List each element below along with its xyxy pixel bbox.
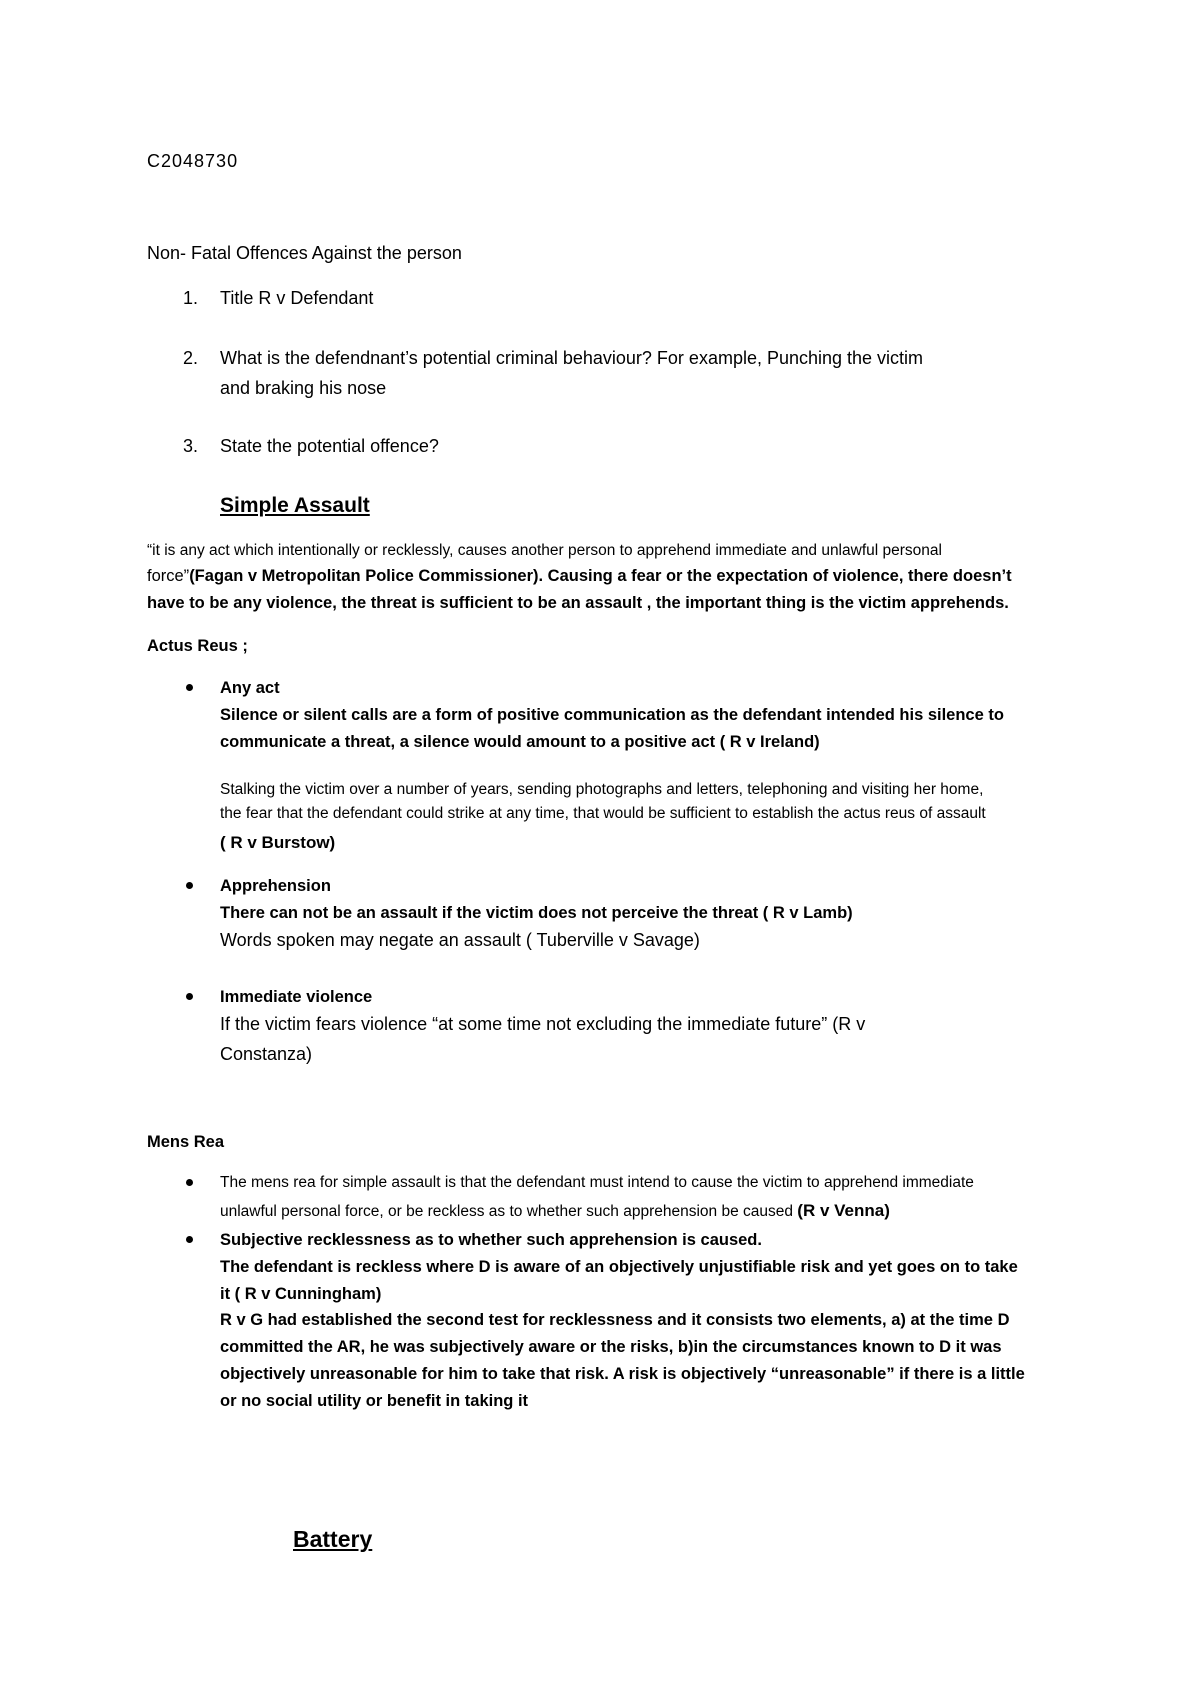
bullet-text-span: unlawful personal force, or be reckless as to whether such apprehension be caused — [220, 1203, 793, 1220]
bullet-icon — [186, 882, 193, 889]
list-number: 1. — [183, 288, 199, 308]
bullet-text: the fear that the defendant could strike at any time, that would be sufficient to establish the actus reus of assault — [220, 805, 986, 822]
document-heading: Non- Fatal Offences Against the person — [147, 243, 462, 263]
bullet-text: Silence or silent calls are a form of positive communication as the defendant intended his silence to — [220, 706, 1004, 724]
list-number: 2. — [183, 348, 199, 368]
bullet-icon — [186, 993, 193, 1000]
bullet-text: If the victim fears violence “at some time not excluding the immediate future” (R v — [220, 1014, 866, 1034]
case-citation: ( R v Burstow) — [220, 833, 336, 852]
bullet-text: The defendant is reckless where D is aware of an objectively unjustifiable risk and yet goes on to take — [220, 1258, 1018, 1276]
bullet-text: committed the AR, he was subjectively aware or the risks, b)in the circumstances known to D it was — [220, 1338, 1002, 1356]
list-item-text: and braking his nose — [220, 378, 387, 398]
bullet-text: or no social utility or benefit in taking it — [220, 1392, 529, 1410]
list-item-text: Title R v Defendant — [220, 288, 374, 308]
list-item-text: State the potential offence? — [220, 436, 439, 456]
bullet-text: Constanza) — [220, 1044, 313, 1064]
mens-rea-heading: Mens Rea — [147, 1133, 225, 1151]
definition-case: (Fagan v Metropolitan Police Commissioner). Causing a fear or the expectation of violence, there doesn’t — [189, 567, 1012, 585]
bullet-icon — [186, 1179, 193, 1186]
bullet-text: Stalking the victim over a number of years, sending photographs and letters, telephoning and visiting her home, — [220, 781, 984, 798]
bullet-text: Subjective recklessness as to whether such apprehension is caused. — [220, 1231, 762, 1249]
bullet-text: There can not be an assault if the victim does not perceive the threat ( R v Lamb) — [220, 904, 853, 922]
definition-line — [147, 564, 1012, 588]
definition-line: “it is any act which intentionally or recklessly, causes another person to apprehend immediate and unlawful personal — [147, 542, 942, 559]
section-heading-battery: Battery — [293, 1526, 373, 1552]
bullet-text: Words spoken may negate an assault ( Tuberville v Savage) — [220, 930, 700, 950]
list-number: 3. — [183, 436, 199, 456]
bullet-text: The mens rea for simple assault is that the defendant must intend to cause the victim to apprehend immediate — [220, 1174, 974, 1191]
bullet-icon — [186, 1236, 193, 1243]
definition-quote-end: force” — [147, 567, 190, 585]
bullet-text: objectively unreasonable for him to take that risk. A risk is objectively “unreasonable” if there is a little — [220, 1365, 1025, 1383]
bullet-icon — [186, 684, 193, 691]
bullet-title: Any act — [220, 679, 280, 697]
bullet-text: R v G had established the second test for recklessness and it consists two elements, a) at the time D — [220, 1311, 1010, 1329]
list-item-text: What is the defendnant’s potential criminal behaviour? For example, Punching the victim — [220, 348, 924, 368]
bullet-text — [220, 1200, 890, 1223]
case-citation: (R v Venna) — [797, 1201, 890, 1220]
bullet-title: Apprehension — [220, 877, 331, 895]
section-heading-simple-assault: Simple Assault — [220, 494, 370, 517]
student-id: C2048730 — [147, 151, 239, 171]
bullet-text: it ( R v Cunningham) — [220, 1285, 382, 1303]
definition-line: have to be any violence, the threat is sufficient to be an assault , the important thing is the victim apprehends. — [147, 594, 1009, 612]
actus-reus-heading: Actus Reus ; — [147, 637, 248, 655]
bullet-text: communicate a threat, a silence would amount to a positive act ( R v Ireland) — [220, 733, 820, 751]
bullet-title: Immediate violence — [220, 988, 373, 1006]
